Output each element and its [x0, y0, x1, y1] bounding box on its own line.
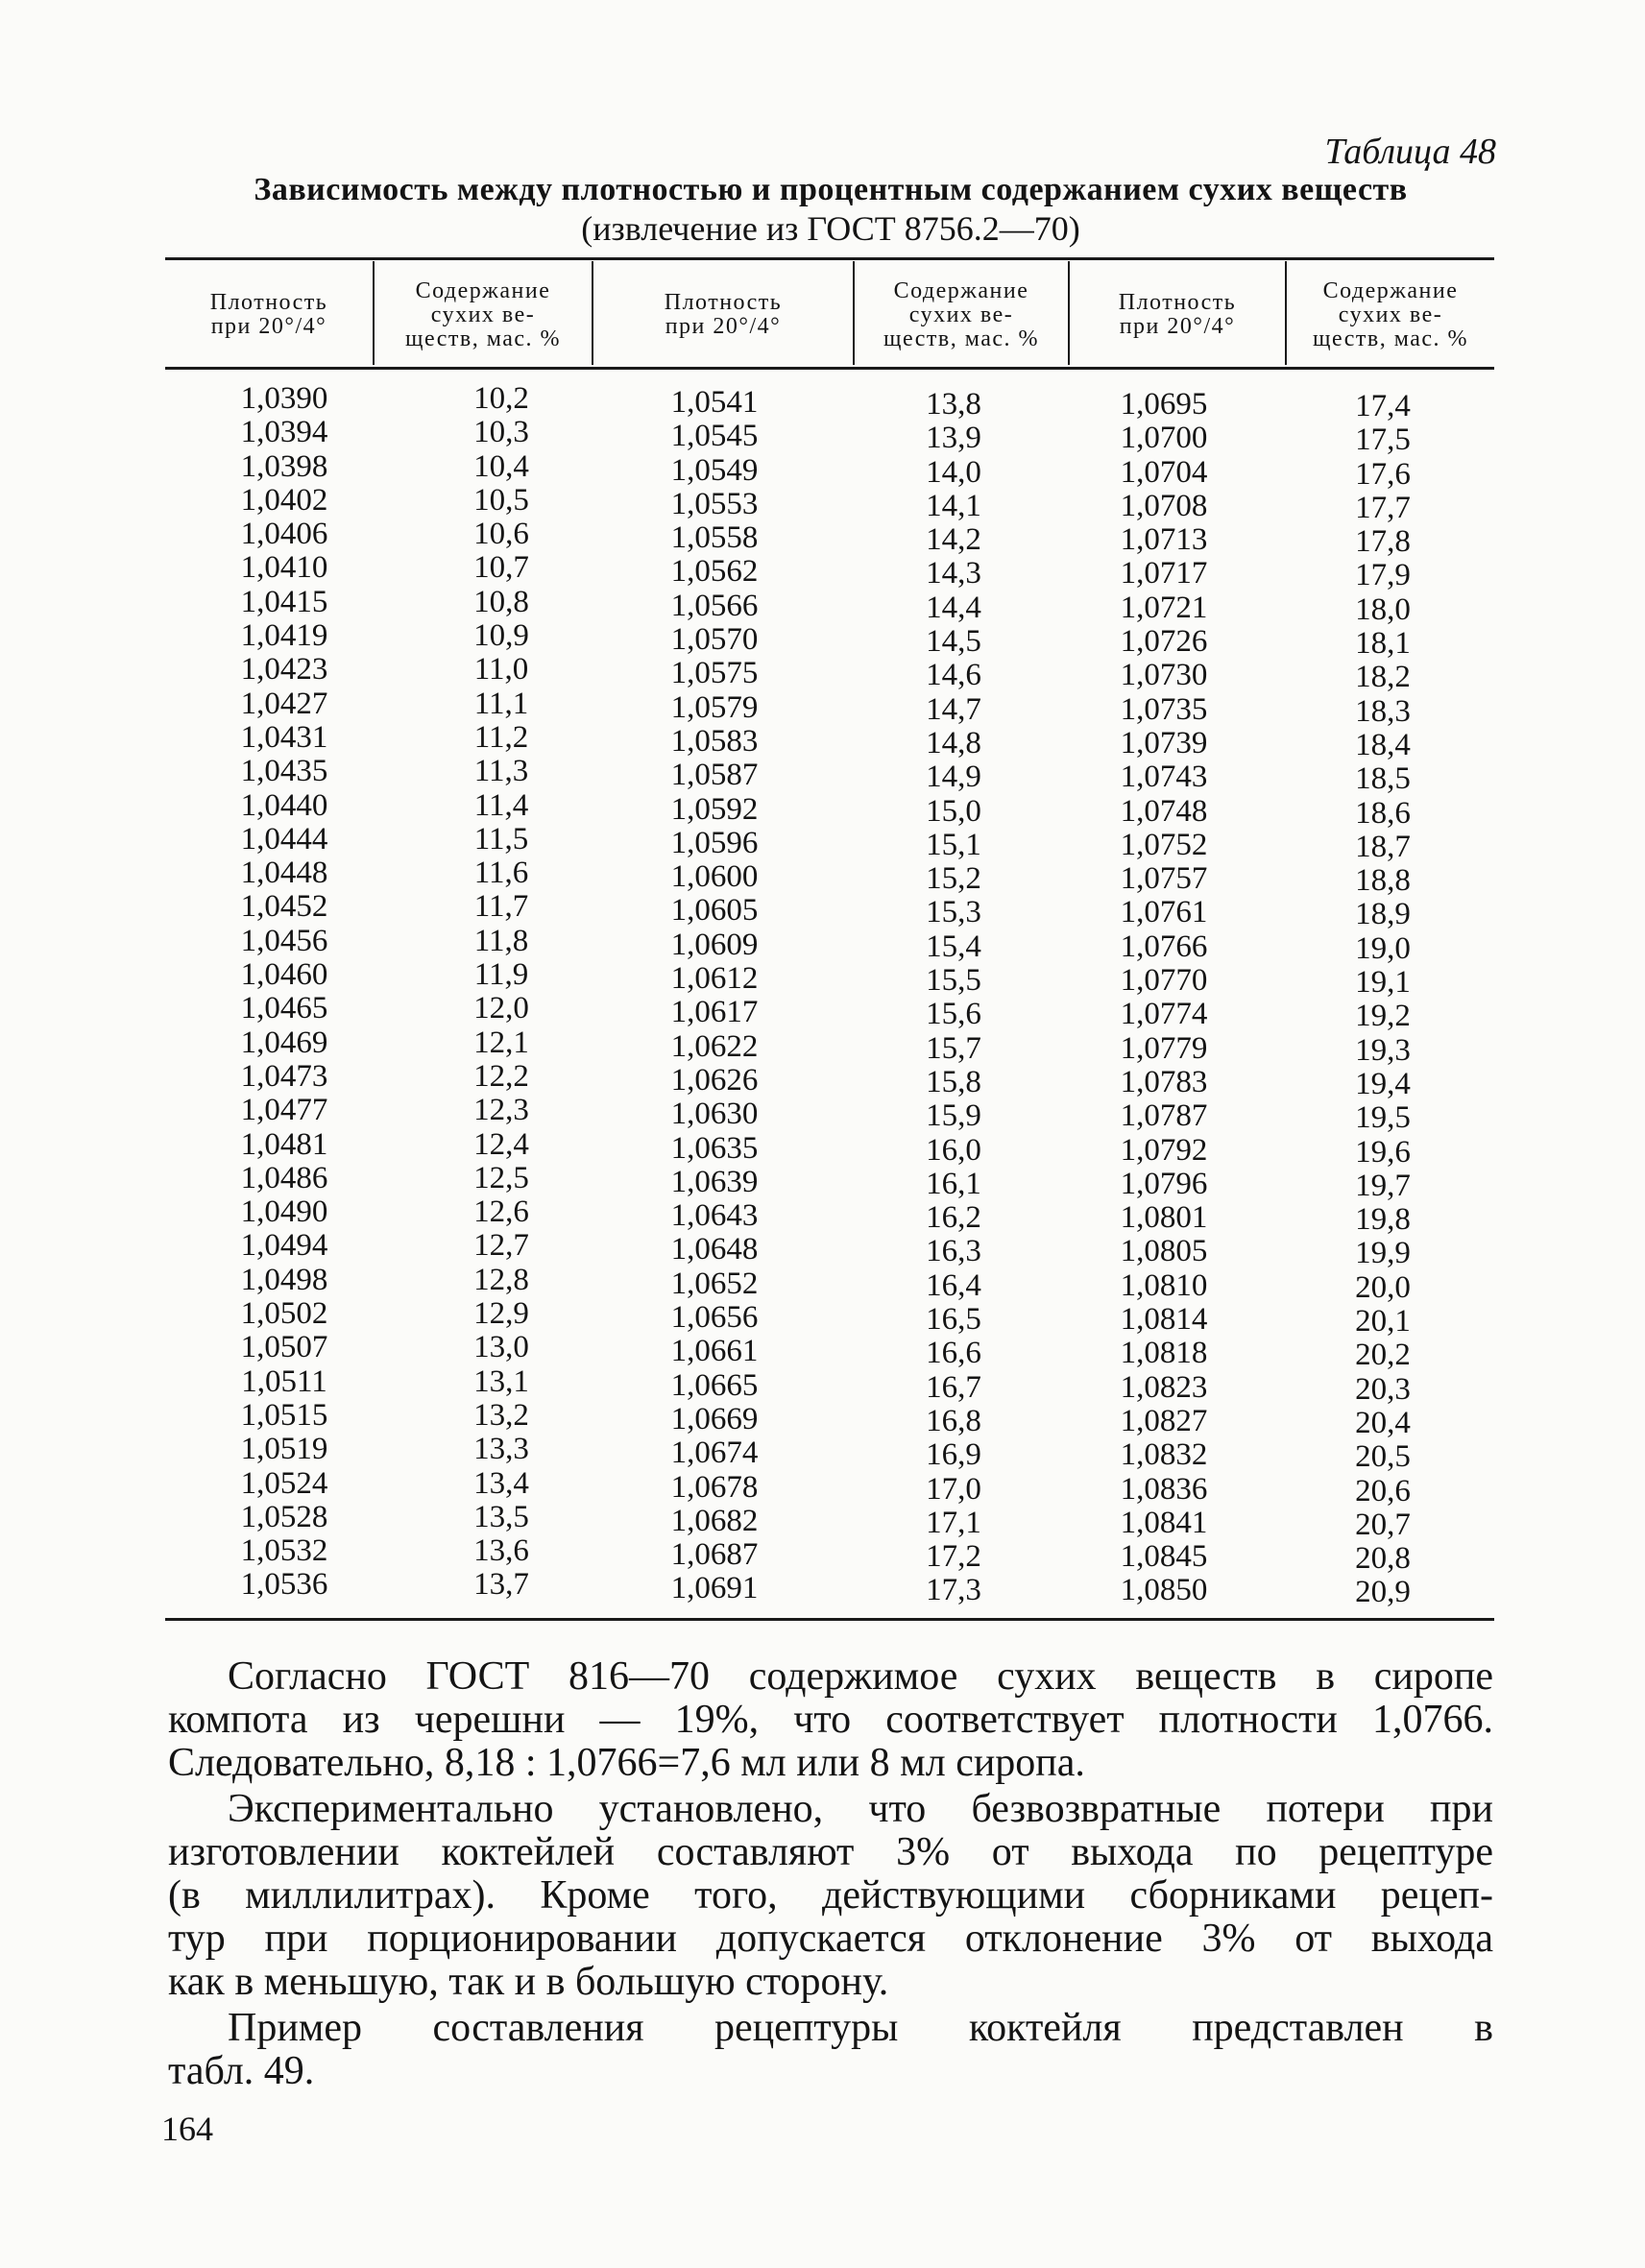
- table-cell: 1,0739: [1120, 725, 1208, 760]
- table-cell: 1,0587: [670, 758, 759, 793]
- table-cell: 1,0752: [1120, 827, 1208, 862]
- table-cell: 16,8: [926, 1403, 981, 1438]
- table-cell: 15,9: [926, 1098, 981, 1134]
- table-cell: 1,0726: [1120, 624, 1208, 660]
- table-cell: 1,0473: [240, 1058, 328, 1094]
- table-cell: 12,3: [473, 1093, 529, 1128]
- table-cell: 14,4: [926, 590, 981, 625]
- table-cell: 14,9: [926, 760, 981, 795]
- table-cell: 1,0652: [670, 1266, 759, 1301]
- table-cell: 1,0558: [670, 520, 759, 556]
- table-cell: 1,0827: [1120, 1403, 1208, 1438]
- table-cell: 13,8: [926, 387, 981, 422]
- caption-title: Зависимость между плотностью и процентным содержанием сухих веществ: [254, 172, 1408, 207]
- table-cell: 1,0465: [240, 991, 328, 1026]
- table-cell: 1,0481: [240, 1126, 328, 1162]
- table-cell: 16,2: [926, 1200, 981, 1236]
- table-cell: 1,0774: [1120, 997, 1208, 1032]
- table-cell: 1,0423: [240, 652, 328, 688]
- table-cell: 1,0390: [240, 381, 328, 416]
- table-cell: 17,1: [926, 1505, 981, 1540]
- paragraph-2: [168, 1788, 1493, 2004]
- content-column-3: [1287, 390, 1479, 1610]
- table-cell: 1,0494: [240, 1228, 328, 1264]
- table-cell: 16,0: [926, 1132, 981, 1168]
- table-cell: 1,0704: [1120, 454, 1208, 490]
- table-cell: 1,0643: [670, 1198, 759, 1234]
- table-cell: 1,0398: [240, 448, 328, 484]
- table-cell: 17,8: [1355, 524, 1411, 560]
- table-cell: 16,6: [926, 1336, 981, 1371]
- table-cell: 12,4: [473, 1126, 529, 1162]
- table-cell: 12,9: [473, 1296, 529, 1332]
- table-cell: 1,0515: [240, 1397, 328, 1433]
- table-cell: 18,4: [1355, 727, 1411, 762]
- table-cell: 1,0549: [670, 452, 759, 488]
- table-cell: 1,0818: [1120, 1336, 1208, 1371]
- header-content-line: ществ, мас. %: [883, 326, 1040, 351]
- table-cell: 1,0761: [1120, 895, 1208, 930]
- table-cell: 1,0419: [240, 618, 328, 654]
- text-line: изготовлении коктейлей составляют 3% от выхода по рецептуре: [168, 1830, 1493, 1874]
- header-content-line: Содержание: [415, 277, 551, 303]
- table-cell: 14,1: [926, 488, 981, 523]
- table-cell: 1,0823: [1120, 1369, 1208, 1405]
- table-cell: 11,8: [473, 923, 529, 958]
- table-cell: 10,4: [473, 448, 529, 484]
- table-cell: 13,9: [926, 421, 981, 456]
- table-cell: 1,0460: [240, 957, 328, 993]
- page-number: 164: [161, 2110, 213, 2148]
- table-cell: 14,5: [926, 624, 981, 660]
- table-cell: 20,8: [1355, 1541, 1411, 1577]
- table-cell: 12,1: [473, 1025, 529, 1060]
- table-cell: 19,6: [1355, 1134, 1411, 1170]
- table-cell: 15,3: [926, 895, 981, 930]
- table-cell: 1,0674: [670, 1436, 759, 1471]
- table-cell: 19,4: [1355, 1066, 1411, 1101]
- table-cell: 1,0748: [1120, 793, 1208, 829]
- text-line: табл. 49.: [168, 2049, 315, 2093]
- table-cell: 1,0814: [1120, 1302, 1208, 1338]
- table-cell: 13,6: [473, 1533, 529, 1569]
- table-cell: 19,0: [1355, 930, 1411, 966]
- table-cell: 1,0394: [240, 415, 328, 450]
- table-cell: 14,6: [926, 658, 981, 693]
- table-cell: 19,8: [1355, 1202, 1411, 1238]
- table-cell: 1,0562: [670, 554, 759, 590]
- table-cell: 1,0766: [1120, 929, 1208, 964]
- table-cell: 1,0575: [670, 656, 759, 691]
- table-cell: 10,5: [473, 482, 529, 518]
- table-cell: 1,0805: [1120, 1234, 1208, 1269]
- table-cell: 1,0757: [1120, 861, 1208, 897]
- table-cell: 14,3: [926, 556, 981, 591]
- table-cell: 1,0415: [240, 584, 328, 619]
- table-cell: 20,3: [1355, 1371, 1411, 1407]
- table-cell: 18,9: [1355, 897, 1411, 932]
- table-cell: 18,7: [1355, 829, 1411, 864]
- table-cell: 18,1: [1355, 626, 1411, 662]
- table-cell: 1,0695: [1120, 387, 1208, 422]
- table-cell: 1,0770: [1120, 963, 1208, 999]
- table-cell: 16,7: [926, 1369, 981, 1405]
- table-cell: 20,1: [1355, 1304, 1411, 1339]
- table-cell: 18,6: [1355, 795, 1411, 831]
- table-cell: 18,0: [1355, 591, 1411, 627]
- table-cell: 17,6: [1355, 456, 1411, 492]
- table-cell: 1,0440: [240, 787, 328, 823]
- table-cell: 1,0635: [670, 1130, 759, 1166]
- table-cell: 13,5: [473, 1499, 529, 1534]
- table-cell: 11,5: [473, 821, 529, 857]
- table-cell: 18,2: [1355, 660, 1411, 695]
- table-cell: 15,0: [926, 793, 981, 829]
- table-cell: 1,0682: [670, 1503, 759, 1538]
- table-cell: 1,0410: [240, 550, 328, 586]
- text-line: Согласно ГОСТ 816—70 содержимое сухих веществ в сиропе: [228, 1654, 1493, 1699]
- header-density-line: Плотность: [209, 290, 328, 315]
- table-cell: 1,0832: [1120, 1437, 1208, 1473]
- table-cell: 17,7: [1355, 490, 1411, 525]
- table-cell: 10,3: [473, 415, 529, 450]
- table-cell: 1,0605: [670, 893, 759, 929]
- paragraph-3: [168, 2007, 1493, 2093]
- table-bottom-rule: [165, 1618, 1494, 1621]
- table-cell: 18,8: [1355, 863, 1411, 899]
- table-cell: 1,0583: [670, 723, 759, 759]
- table-cell: 1,0519: [240, 1432, 328, 1467]
- header-content-line: Содержание: [1322, 277, 1459, 303]
- table-cell: 1,0713: [1120, 522, 1208, 558]
- table-cell: 1,0566: [670, 588, 759, 623]
- table-cell: 13,2: [473, 1397, 529, 1433]
- table-cell: 11,6: [473, 856, 529, 891]
- table-cell: 16,9: [926, 1437, 981, 1473]
- table-cell: 12,7: [473, 1228, 529, 1264]
- header-density-3: [1070, 265, 1285, 365]
- table-cell: 1,0545: [670, 419, 759, 454]
- table-cell: 1,0431: [240, 719, 328, 755]
- text-line: как в меньшую, так и в большую сторону.: [168, 1960, 889, 2004]
- table-cell: 1,0444: [240, 821, 328, 857]
- table-cell: 19,3: [1355, 1032, 1411, 1068]
- table-cell: 1,0541: [670, 385, 759, 420]
- table-cell: 13,0: [473, 1330, 529, 1365]
- header-density-line: при 20°/4°: [1119, 314, 1236, 339]
- table-cell: 17,2: [926, 1539, 981, 1575]
- table-cell: 1,0579: [670, 689, 759, 725]
- table-cell: 14,0: [926, 454, 981, 490]
- table-cell: 11,9: [473, 957, 529, 993]
- table-cell: 1,0456: [240, 923, 328, 958]
- text-line: Пример составления рецептуры коктейля представлен в: [228, 2006, 1493, 2050]
- table-cell: 13,1: [473, 1363, 529, 1399]
- table-cell: 1,0796: [1120, 1166, 1208, 1201]
- header-density-line: при 20°/4°: [665, 314, 782, 339]
- header-density-1: [165, 265, 373, 365]
- table-cell: 1,0721: [1120, 590, 1208, 625]
- text-line: (в миллилитрах). Кроме того, действующими сборниками рецеп-: [168, 1873, 1493, 1918]
- header-content-3: [1287, 265, 1494, 365]
- table-cell: 15,8: [926, 1064, 981, 1099]
- table-cell: 1,0792: [1120, 1132, 1208, 1168]
- table-cell: 19,7: [1355, 1168, 1411, 1203]
- table-cell: 1,0592: [670, 791, 759, 827]
- table-cell: 1,0801: [1120, 1200, 1208, 1236]
- header-content-line: сухих ве-: [908, 302, 1014, 327]
- table-cell: 10,8: [473, 584, 529, 619]
- table-cell: 1,0836: [1120, 1471, 1208, 1507]
- table-cell: 1,0486: [240, 1160, 328, 1195]
- table-cell: 1,0850: [1120, 1573, 1208, 1608]
- table-cell: 1,0841: [1120, 1505, 1208, 1540]
- text-line: тур при порционировании допускается отклонение 3% от выхода: [168, 1917, 1493, 1961]
- header-content-1: [375, 265, 592, 365]
- table-cell: 11,7: [473, 889, 529, 925]
- table-cell: 1,0783: [1120, 1064, 1208, 1099]
- table-cell: 1,0402: [240, 482, 328, 518]
- table-header-rule: [165, 367, 1494, 370]
- table-cell: 1,0630: [670, 1097, 759, 1132]
- table-cell: 18,3: [1355, 693, 1411, 729]
- table-cell: 16,5: [926, 1302, 981, 1338]
- table-cell: 12,5: [473, 1160, 529, 1195]
- header-density-2: [593, 265, 853, 365]
- table-cell: 17,3: [926, 1573, 981, 1608]
- table-cell: 20,4: [1355, 1405, 1411, 1440]
- paragraph-1: [168, 1655, 1493, 1785]
- table-cell: 10,9: [473, 618, 529, 654]
- text-line: Экспериментально установлено, что безвозвратные потери при: [228, 1787, 1493, 1831]
- table-cell: 15,5: [926, 963, 981, 999]
- table-cell: 15,1: [926, 827, 981, 862]
- table-cell: 20,6: [1355, 1473, 1411, 1508]
- table-cell: 1,0502: [240, 1296, 328, 1332]
- table-cell: 16,3: [926, 1234, 981, 1269]
- table-cell: 1,0406: [240, 517, 328, 552]
- table-cell: 1,0691: [670, 1571, 759, 1606]
- table-cell: 1,0669: [670, 1401, 759, 1436]
- table-cell: 1,0524: [240, 1465, 328, 1501]
- table-number: Таблица 48: [1324, 132, 1496, 172]
- table-cell: 20,2: [1355, 1338, 1411, 1373]
- table-cell: 10,2: [473, 381, 529, 416]
- table-cell: 1,0477: [240, 1093, 328, 1128]
- table-top-rule: [165, 257, 1494, 260]
- table-cell: 1,0639: [670, 1164, 759, 1199]
- table-cell: 11,1: [473, 686, 529, 721]
- table-cell: 1,0498: [240, 1262, 328, 1297]
- table-cell: 1,0612: [670, 961, 759, 997]
- density-column-2: [618, 386, 810, 1606]
- table-cell: 1,0600: [670, 859, 759, 895]
- table-cell: 16,4: [926, 1267, 981, 1303]
- table-cell: 20,9: [1355, 1575, 1411, 1610]
- table-cell: 1,0570: [670, 622, 759, 658]
- table-cell: 11,3: [473, 754, 529, 789]
- table-cell: 1,0511: [241, 1363, 327, 1399]
- table-cell: 1,0622: [670, 1028, 759, 1064]
- table-cell: 1,0810: [1120, 1267, 1208, 1303]
- table-cell: 12,2: [473, 1058, 529, 1094]
- table-cell: 11,0: [473, 652, 529, 688]
- caption-source: (извлечение из ГОСТ 8756.2—70): [581, 209, 1080, 248]
- table-cell: 1,0708: [1120, 488, 1208, 523]
- table-cell: 19,2: [1355, 999, 1411, 1034]
- text-line: Следовательно, 8,18 : 1,0766=7,6 мл или 8 мл сиропа.: [168, 1741, 1085, 1785]
- table-cell: 1,0735: [1120, 691, 1208, 727]
- table-cell: 15,4: [926, 929, 981, 964]
- content-column-1: [405, 382, 597, 1603]
- table-cell: 1,0678: [670, 1469, 759, 1505]
- table-cell: 1,0626: [670, 1062, 759, 1098]
- table-cell: 19,1: [1355, 965, 1411, 1001]
- table-cell: 1,0717: [1120, 556, 1208, 591]
- table-cell: 1,0435: [240, 754, 328, 789]
- table-cell: 12,8: [473, 1262, 529, 1297]
- table-cell: 11,2: [473, 719, 529, 755]
- table-cell: 17,4: [1355, 389, 1411, 423]
- table-cell: 1,0845: [1120, 1539, 1208, 1575]
- table-caption: [168, 171, 1493, 248]
- header-content-line: сухих ве-: [430, 302, 536, 327]
- table-cell: 1,0452: [240, 889, 328, 925]
- content-column-2: [858, 388, 1050, 1608]
- table-cell: 1,0665: [670, 1367, 759, 1403]
- header-content-line: Содержание: [893, 277, 1029, 303]
- table-cell: 17,9: [1355, 558, 1411, 593]
- table-cell: 11,4: [473, 787, 529, 823]
- table-cell: 1,0656: [670, 1300, 759, 1336]
- table-cell: 19,9: [1355, 1236, 1411, 1271]
- table-cell: 1,0528: [240, 1499, 328, 1534]
- table-cell: 1,0507: [240, 1330, 328, 1365]
- table-cell: 1,0427: [240, 686, 328, 721]
- table-cell: 1,0469: [240, 1025, 328, 1060]
- table-cell: 1,0490: [240, 1194, 328, 1230]
- table-cell: 14,2: [926, 522, 981, 558]
- table-cell: 1,0596: [670, 825, 759, 860]
- table-cell: 20,7: [1355, 1507, 1411, 1542]
- table-cell: 1,0687: [670, 1537, 759, 1573]
- table-cell: 13,4: [473, 1465, 529, 1501]
- header-density-line: при 20°/4°: [210, 314, 327, 339]
- table-cell: 20,0: [1355, 1269, 1411, 1305]
- table-cell: 1,0553: [670, 486, 759, 521]
- table-cell: 1,0743: [1120, 760, 1208, 795]
- table-cell: 1,0779: [1120, 1030, 1208, 1066]
- table-cell: 19,5: [1355, 1100, 1411, 1136]
- table-cell: 14,7: [926, 691, 981, 727]
- table-cell: 16,1: [926, 1166, 981, 1201]
- table-cell: 1,0648: [670, 1232, 759, 1267]
- table-cell: 15,7: [926, 1030, 981, 1066]
- table-cell: 12,6: [473, 1194, 529, 1230]
- table-cell: 17,0: [926, 1471, 981, 1507]
- table-cell: 1,0609: [670, 927, 759, 962]
- text-line: компота из черешни — 19%, что соответствует плотности 1,0766.: [168, 1698, 1493, 1742]
- table-cell: 1,0532: [240, 1533, 328, 1569]
- table-cell: 13,3: [473, 1432, 529, 1467]
- table-cell: 17,5: [1355, 422, 1411, 458]
- table-cell: 15,6: [926, 997, 981, 1032]
- table-cell: 18,5: [1355, 761, 1411, 797]
- density-column-1: [188, 382, 380, 1603]
- table-cell: 10,6: [473, 517, 529, 552]
- density-column-3: [1068, 388, 1260, 1608]
- table-cell: 1,0536: [240, 1567, 328, 1603]
- table-cell: 10,7: [473, 550, 529, 586]
- table-cell: 14,8: [926, 725, 981, 760]
- table-cell: 1,0700: [1120, 421, 1208, 456]
- table-cell: 1,0448: [240, 856, 328, 891]
- header-content-line: ществ, мас. %: [1312, 326, 1469, 351]
- header-density-line: Плотность: [664, 290, 783, 315]
- table-cell: 20,5: [1355, 1439, 1411, 1475]
- table-cell: 1,0661: [670, 1334, 759, 1369]
- header-density-line: Плотность: [1118, 290, 1237, 315]
- table-cell: 1,0617: [670, 995, 759, 1030]
- header-content-2: [855, 265, 1068, 365]
- table-cell: 15,2: [926, 861, 981, 897]
- table-cell: 12,0: [473, 991, 529, 1026]
- header-content-line: сухих ве-: [1338, 302, 1443, 327]
- table-cell: 1,0730: [1120, 658, 1208, 693]
- table-cell: 1,0787: [1120, 1098, 1208, 1134]
- header-content-line: ществ, мас. %: [404, 326, 562, 351]
- table-cell: 13,7: [473, 1567, 529, 1603]
